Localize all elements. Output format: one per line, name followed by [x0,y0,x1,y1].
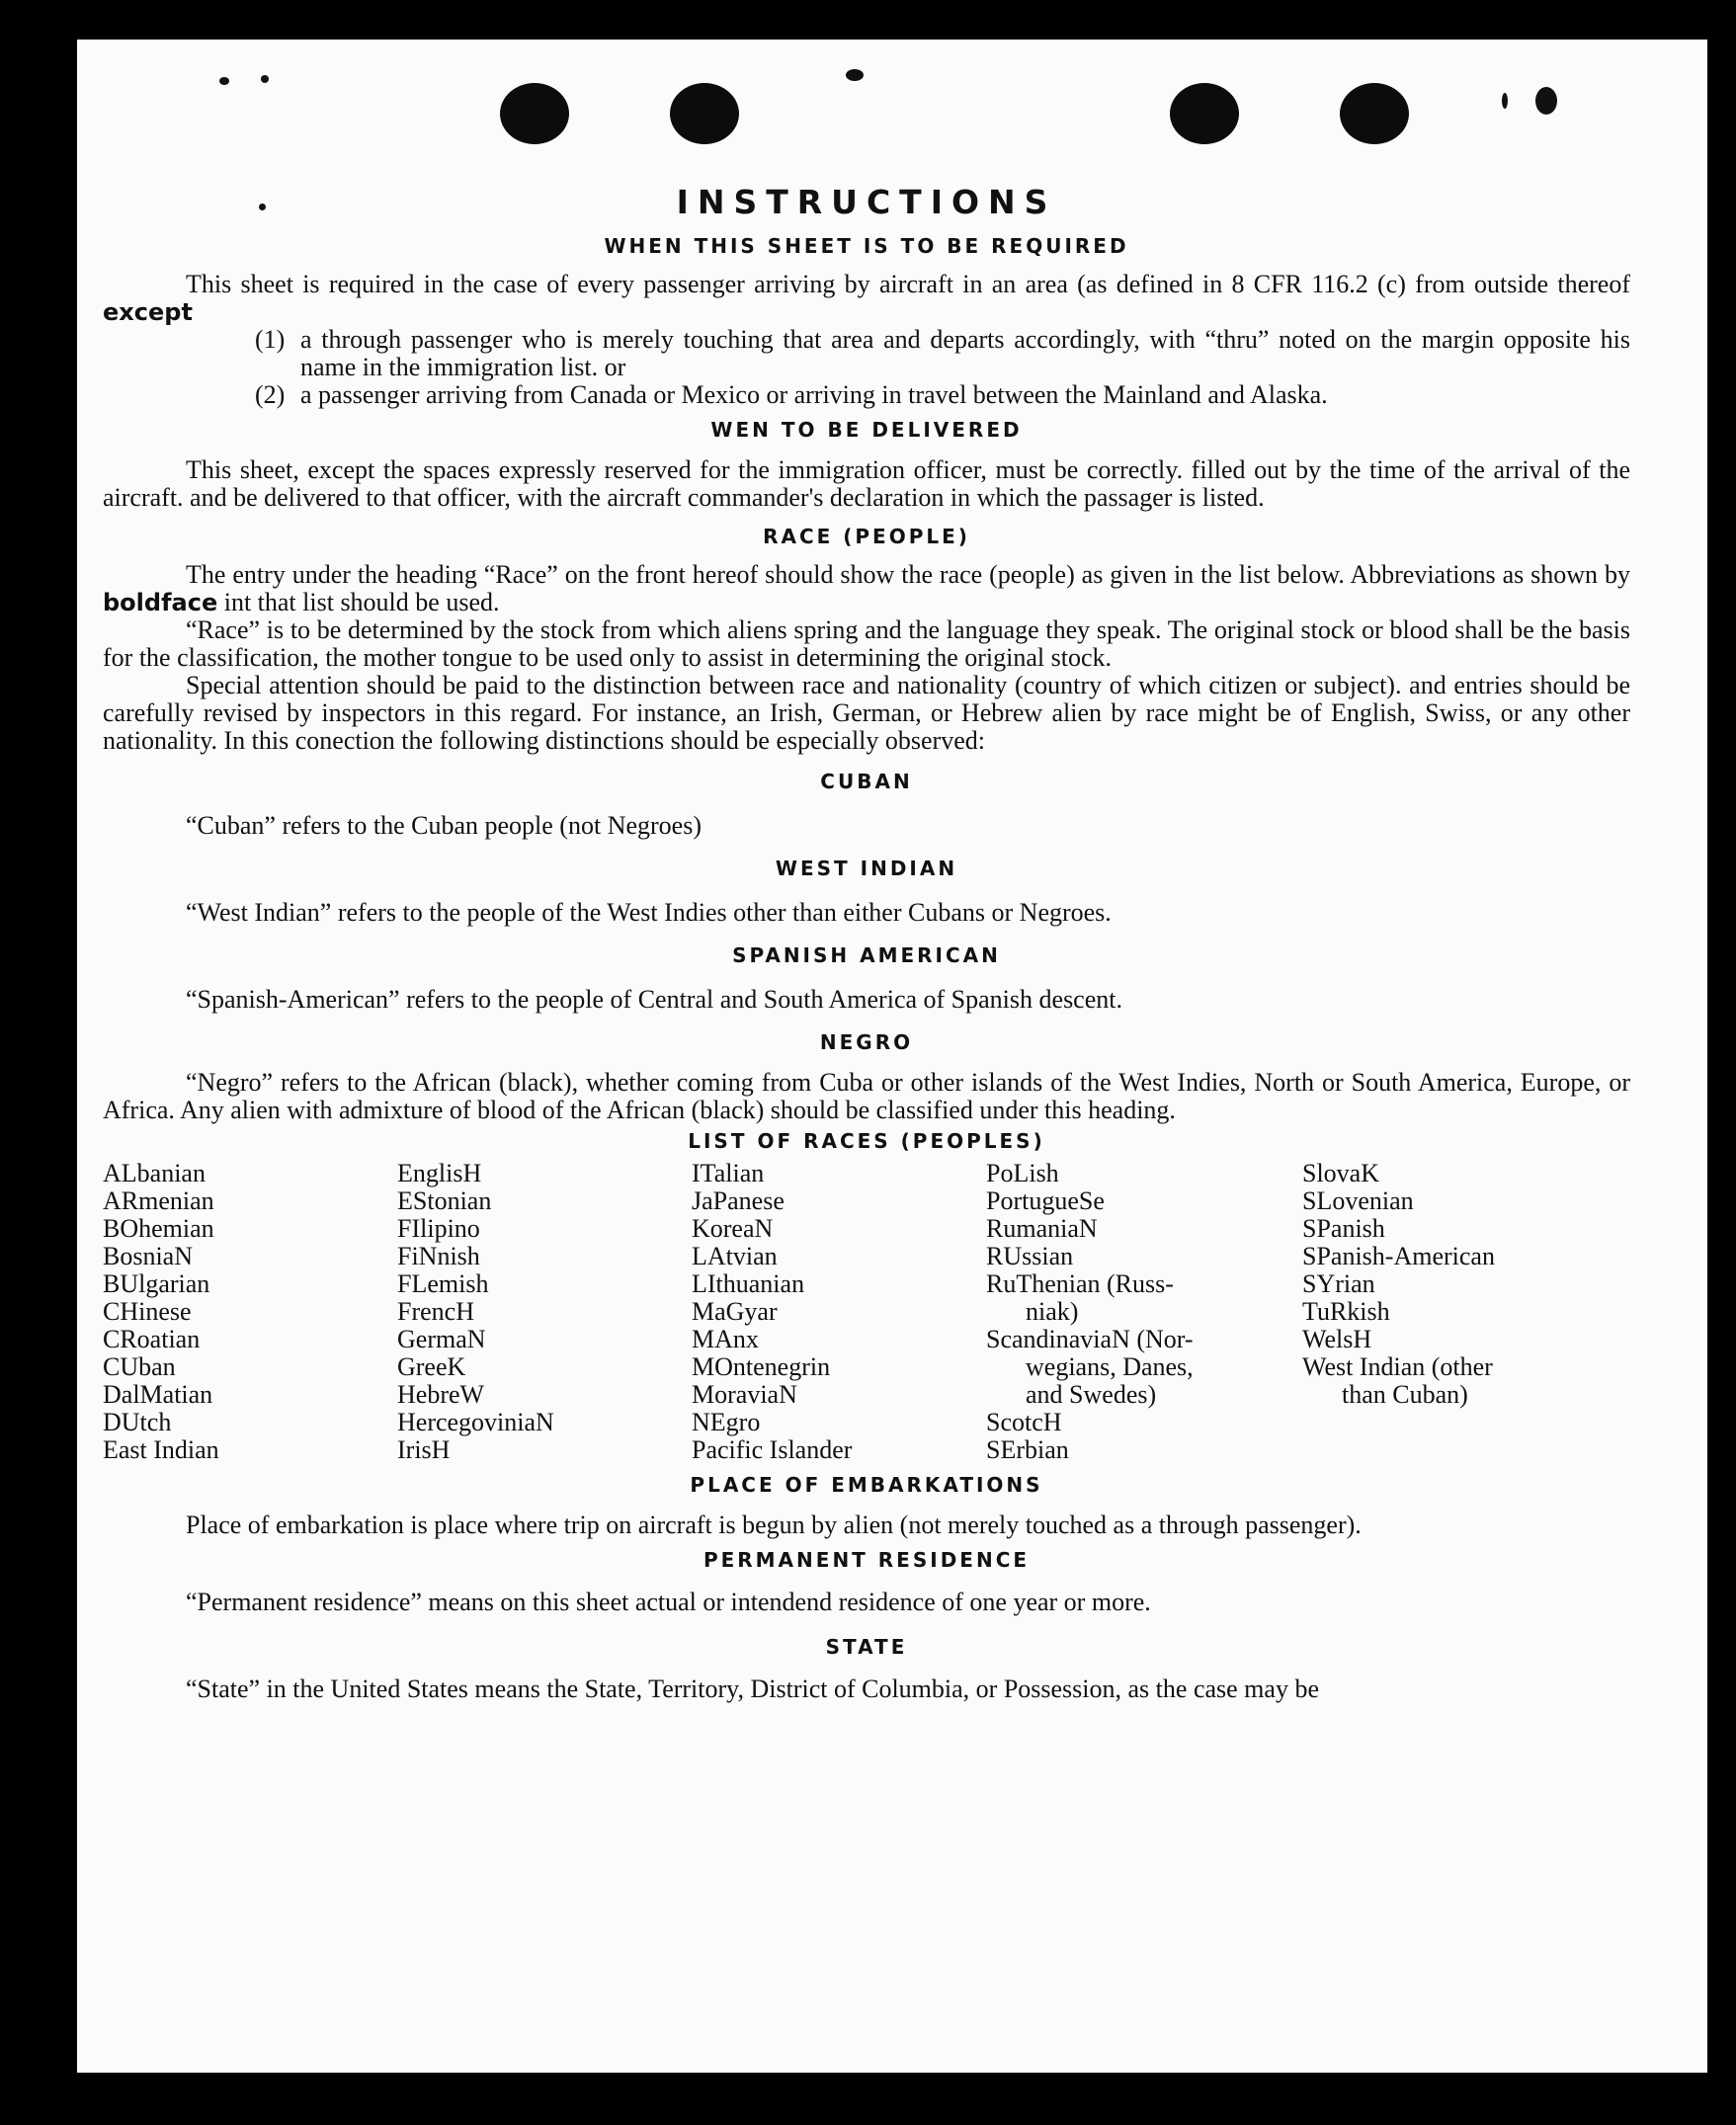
race-item: SlovaK [1302,1159,1379,1187]
race-item: WelsH [1302,1325,1372,1353]
section-heading-delivered: WEN TO BE DELIVERED [710,418,1023,442]
race-item: CUban [103,1352,176,1381]
race-item: niak) [1026,1297,1079,1326]
ink-speck [1535,87,1557,115]
race-item: LIthuanian [692,1269,805,1298]
race-item: EnglisH [397,1159,482,1187]
race-item: JaPanese [692,1186,785,1215]
instructions-content [103,184,1630,1703]
spanish-american-text: “Spanish-American” refers to the people of Central and South America of Spanish descent. [186,985,1122,1014]
race-list [103,1160,1630,1464]
race-item: RuThenian (Russ- [986,1269,1174,1298]
ink-speck [261,75,269,83]
section-heading-embarkation: PLACE OF EMBARKATIONS [690,1473,1043,1497]
race-item: FrencH [397,1297,474,1326]
race-item: CHinese [103,1297,192,1326]
exception-item: (2) a passenger arriving from Canada or Mexico or arriving in travel between the Mainland and Alaska. [255,380,1328,409]
race-item: Pacific Islander [692,1435,853,1464]
required-bold-term: except [103,298,193,326]
race-item: BosniaN [103,1242,193,1270]
race-item: MOntenegrin [692,1352,831,1381]
section-heading-required: WHEN THIS SHEET IS TO BE REQUIRED [604,234,1129,258]
race-item: MAnx [692,1325,759,1353]
race-item: PortugueSe [986,1186,1105,1215]
punch-hole [500,83,569,144]
race-item: SLovenian [1302,1186,1414,1215]
race-item: DalMatian [103,1380,213,1409]
race-item: DUtch [103,1408,172,1436]
race-item: than Cuban) [1342,1380,1468,1409]
exceptions-list [103,326,1630,409]
race-item: EStonian [397,1186,492,1215]
race-item: SPanish [1302,1214,1385,1243]
punch-hole [1170,83,1239,144]
race-item: CRoatian [103,1325,201,1353]
race-item: ScandinaviaN (Nor- [986,1325,1194,1353]
race-item: HercegoviniaN [397,1408,554,1436]
ink-speck [1502,93,1508,109]
punch-hole [670,83,739,144]
race-item: FLemish [397,1269,489,1298]
race-column [397,1160,692,1464]
race-item: wegians, Danes, [1026,1352,1194,1381]
section-heading-residence: PERMANENT RESIDENCE [703,1548,1031,1572]
race-item: RUssian [986,1242,1074,1270]
race-item: LAtvian [692,1242,778,1270]
race-column [103,1160,397,1464]
race-column [1302,1160,1599,1464]
race-column [692,1160,986,1464]
race-item: GreeK [397,1352,466,1381]
race-item: KoreaN [692,1214,774,1243]
ink-speck [219,77,229,85]
exception-item: (1) a through passenger who is merely touching that area and departs accordingly, with “thru” noted on the margin opposite his name in the immigration list. or [255,325,1630,381]
race-item: SPanish-American [1302,1242,1495,1270]
race-item: ScotcH [986,1408,1062,1436]
race-item: ARmenian [103,1186,214,1215]
race-item: FIlipino [397,1214,480,1243]
race-item: MaGyar [692,1297,778,1326]
race-item: FiNnish [397,1242,480,1270]
punch-hole [1340,83,1409,144]
delivered-text: This sheet, except the spaces expressly reserved for the immigration officer, must be correctly. filled out by the time of the arrival of the aircraft. and be delivered to that officer, with the aircraft commander's declaration in which the passager is listed. [103,455,1630,512]
ink-speck [846,69,864,81]
required-intro: This sheet is required in the case of every passenger arriving by aircraft in an area (as defined in 8 CFR 116.2 (c) from outside thereof except [103,270,1630,326]
page-title: INSTRUCTIONS [676,183,1057,221]
race-item: SErbian [986,1435,1069,1464]
race-paragraph-1: The entry under the heading “Race” on the front hereof should show the race (people) as given in the list below. Abbreviations as shown by boldface int that list should be used. [103,560,1630,616]
section-heading-west-indian: WEST INDIAN [775,857,958,880]
race-item: IrisH [397,1435,451,1464]
race-item: TuRkish [1302,1297,1390,1326]
race-item: East Indian [103,1435,219,1464]
section-heading-state: STATE [825,1635,908,1659]
race-item: West Indian (other [1302,1352,1493,1381]
embarkation-text: Place of embarkation is place where trip on aircraft is begun by alien (not merely touched as a through passenger). [186,1511,1362,1539]
race-item: GermaN [397,1325,486,1353]
race-item: BUlgarian [103,1269,210,1298]
race-item: HebreW [397,1380,485,1409]
race-paragraph-3: Special attention should be paid to the distinction between race and nationality (country of which citizen or subject). and entries should be carefully revised by inspectors in this regard. For instance, an Irish, German, or Hebrew alien by race might be of English, Swiss, or any other nationality. In this conection the following distinctions should be especially observed: [103,671,1630,755]
section-heading-cuban: CUBAN [820,770,913,793]
cuban-text: “Cuban” refers to the Cuban people (not Negroes) [186,811,702,840]
document-page [77,40,1707,2073]
race-column [986,1160,1302,1464]
section-heading-race: RACE (PEOPLE) [763,525,970,548]
race-bold-term: boldface [103,589,218,616]
race-item: RumaniaN [986,1214,1098,1243]
race-item: BOhemian [103,1214,214,1243]
race-item: NEgro [692,1408,761,1436]
section-heading-list: LIST OF RACES (PEOPLES) [688,1129,1045,1153]
negro-text: “Negro” refers to the African (black), whether coming from Cuba or other islands of the West Indies, North or South America, Europe, or Africa. Any alien with admixture of blood of the African (black) should be classified under this heading. [103,1068,1630,1124]
race-item: and Swedes) [1026,1380,1157,1409]
state-text: “State” in the United States means the State, Territory, District of Columbia, or Possession, as the case may be [186,1675,1319,1703]
residence-text: “Permanent residence” means on this sheet actual or intendend residence of one year or more. [186,1588,1151,1616]
race-item: ALbanian [103,1159,206,1187]
section-heading-negro: NEGRO [819,1030,914,1054]
west-indian-text: “West Indian” refers to the people of the West Indies other than either Cubans or Negroes. [186,898,1112,927]
section-heading-spanish-american: SPANISH AMERICAN [732,943,1001,967]
race-item: ITalian [692,1159,765,1187]
race-paragraph-2: “Race” is to be determined by the stock from which aliens spring and the language they speak. The original stock or blood shall be the basis for the classification, the mother tongue to be used only to assist in determining the original stock. [103,615,1630,672]
race-item: MoraviaN [692,1380,797,1409]
race-item: PoLish [986,1159,1059,1187]
race-item: SYrian [1302,1269,1375,1298]
